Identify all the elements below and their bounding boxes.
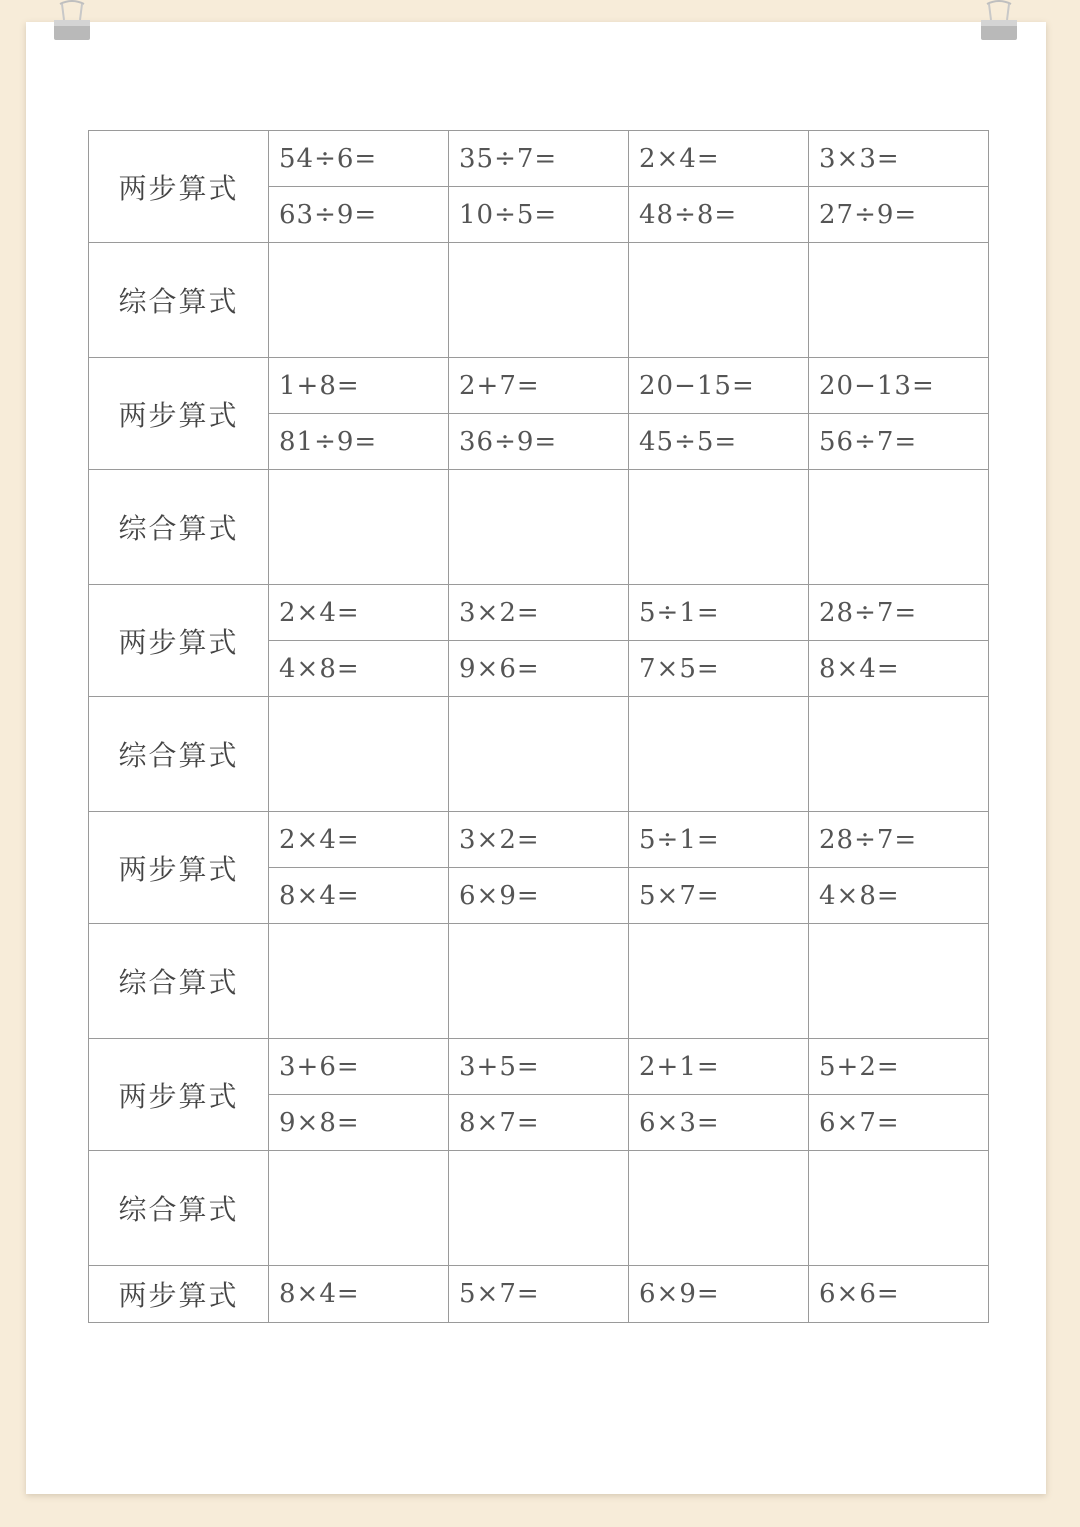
expression-cell: 27÷9=: [809, 187, 989, 243]
expression-cell: 2×4=: [269, 585, 449, 641]
expression-cell: 6×6=: [809, 1266, 989, 1323]
answer-cell[interactable]: [269, 243, 449, 358]
expression-cell: 48÷8=: [629, 187, 809, 243]
expression-cell: 20−13=: [809, 358, 989, 414]
two-step-row: [89, 585, 989, 641]
expression-cell: 35÷7=: [449, 131, 629, 187]
answer-cell[interactable]: [809, 243, 989, 358]
row-label: 两步算式: [89, 812, 269, 924]
expression-cell: 5+2=: [809, 1039, 989, 1095]
expression-cell: 6×9=: [629, 1266, 809, 1323]
row-label: 两步算式: [89, 1039, 269, 1151]
expression-cell: 81÷9=: [269, 414, 449, 470]
binder-clip-icon: [977, 0, 1021, 44]
row-label: 综合算式: [89, 1151, 269, 1266]
arithmetic-worksheet-table: [88, 130, 989, 1323]
combined-row: [89, 1151, 989, 1266]
expression-cell: 56÷7=: [809, 414, 989, 470]
row-label: 综合算式: [89, 243, 269, 358]
expression-cell: 4×8=: [809, 868, 989, 924]
expression-cell: 3×2=: [449, 812, 629, 868]
expression-cell: 5×7=: [629, 868, 809, 924]
expression-cell: 5×7=: [449, 1266, 629, 1323]
answer-cell[interactable]: [809, 1151, 989, 1266]
expression-cell: 28÷7=: [809, 812, 989, 868]
answer-cell[interactable]: [449, 243, 629, 358]
expression-cell: 2×4=: [629, 131, 809, 187]
expression-cell: 3×3=: [809, 131, 989, 187]
expression-cell: 6×3=: [629, 1095, 809, 1151]
row-label: 两步算式: [89, 585, 269, 697]
expression-cell: 20−15=: [629, 358, 809, 414]
row-label: 两步算式: [89, 358, 269, 470]
combined-row: [89, 924, 989, 1039]
answer-cell[interactable]: [269, 1151, 449, 1266]
answer-cell[interactable]: [449, 924, 629, 1039]
expression-cell: 2×4=: [269, 812, 449, 868]
two-step-row: [89, 812, 989, 868]
expression-cell: 9×8=: [269, 1095, 449, 1151]
expression-cell: 3×2=: [449, 585, 629, 641]
expression-cell: 45÷5=: [629, 414, 809, 470]
answer-cell[interactable]: [809, 470, 989, 585]
answer-cell[interactable]: [449, 470, 629, 585]
row-label: 两步算式: [89, 1266, 269, 1323]
combined-row: [89, 243, 989, 358]
expression-cell: 28÷7=: [809, 585, 989, 641]
row-label: 综合算式: [89, 470, 269, 585]
answer-cell[interactable]: [449, 697, 629, 812]
two-step-row: [89, 1039, 989, 1095]
expression-cell: 6×7=: [809, 1095, 989, 1151]
expression-cell: 36÷9=: [449, 414, 629, 470]
binder-clip-icon: [50, 0, 94, 44]
expression-cell: 8×4=: [269, 868, 449, 924]
expression-cell: 10÷5=: [449, 187, 629, 243]
expression-cell: 6×9=: [449, 868, 629, 924]
combined-row: [89, 470, 989, 585]
expression-cell: 4×8=: [269, 641, 449, 697]
expression-cell: 7×5=: [629, 641, 809, 697]
answer-cell[interactable]: [629, 243, 809, 358]
expression-cell: 5÷1=: [629, 812, 809, 868]
answer-cell[interactable]: [269, 470, 449, 585]
expression-cell: 54÷6=: [269, 131, 449, 187]
answer-cell[interactable]: [629, 470, 809, 585]
expression-cell: 1+8=: [269, 358, 449, 414]
expression-cell: 8×7=: [449, 1095, 629, 1151]
combined-row: [89, 697, 989, 812]
two-step-row: [89, 131, 989, 187]
expression-cell: 2+7=: [449, 358, 629, 414]
row-label: 综合算式: [89, 924, 269, 1039]
expression-cell: 3+6=: [269, 1039, 449, 1095]
answer-cell[interactable]: [449, 1151, 629, 1266]
row-label: 综合算式: [89, 697, 269, 812]
answer-cell[interactable]: [809, 697, 989, 812]
answer-cell[interactable]: [629, 697, 809, 812]
expression-cell: 8×4=: [809, 641, 989, 697]
expression-cell: 3+5=: [449, 1039, 629, 1095]
expression-cell: 63÷9=: [269, 187, 449, 243]
expression-cell: 2+1=: [629, 1039, 809, 1095]
answer-cell[interactable]: [629, 1151, 809, 1266]
row-label: 两步算式: [89, 131, 269, 243]
answer-cell[interactable]: [629, 924, 809, 1039]
expression-cell: 9×6=: [449, 641, 629, 697]
answer-cell[interactable]: [269, 697, 449, 812]
two-step-row: [89, 1266, 989, 1323]
two-step-row: [89, 358, 989, 414]
answer-cell[interactable]: [269, 924, 449, 1039]
answer-cell[interactable]: [809, 924, 989, 1039]
expression-cell: 5÷1=: [629, 585, 809, 641]
expression-cell: 8×4=: [269, 1266, 449, 1323]
